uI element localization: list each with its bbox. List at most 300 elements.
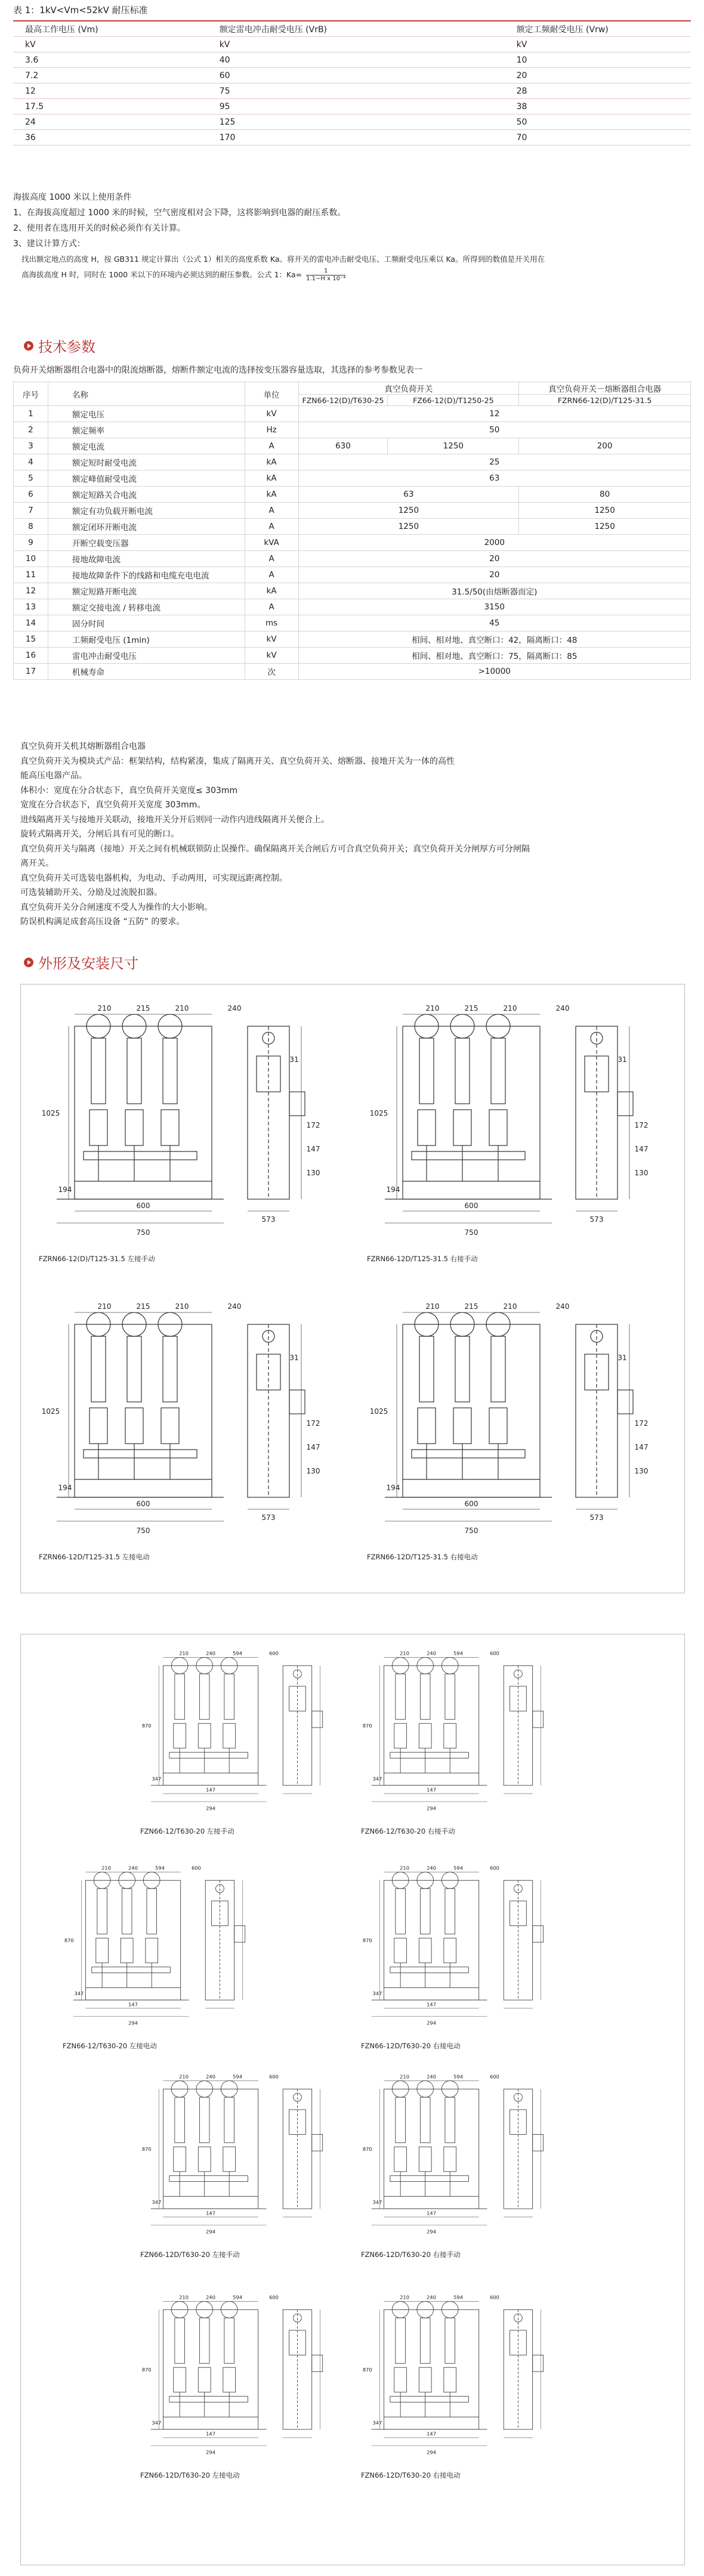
dimension-label: 210 <box>503 1302 517 1311</box>
dimension-label: 147 <box>128 2001 138 2008</box>
dimension-label: 1025 <box>41 1109 60 1117</box>
table-row <box>13 130 691 145</box>
dimension-label: 347 <box>372 2419 382 2426</box>
dimension-label: 573 <box>589 1215 604 1224</box>
dimension-label: 172 <box>306 1121 320 1129</box>
tech-section-title <box>24 335 95 356</box>
dimension-label: 147 <box>206 2210 215 2216</box>
altitude-notes <box>13 190 691 283</box>
dimension-label: 294 <box>427 2449 436 2456</box>
col-group-2: 真空负荷开关－熔断器组合电器 <box>519 382 691 395</box>
row-no: 3 <box>14 438 48 454</box>
table1-cell: 36 <box>13 130 133 145</box>
dimension-label: 870 <box>362 1723 372 1729</box>
description-line: 旋转式隔离开关，分闸后具有可见的断口。 <box>20 829 179 839</box>
row-unit: kV <box>245 648 298 664</box>
drawing-caption: FZN66-12D/T630-20 右接手动 <box>361 2250 461 2259</box>
table1-caption: 表 1：1kV<Vm<52kV 耐压标准 <box>13 5 148 16</box>
dimension-label: 210 <box>175 1004 189 1013</box>
row-name: 雷电冲击耐受电压 <box>48 648 245 664</box>
drawing-caption: FZRN66-12D/T125-31.5 右接电动 <box>367 1553 478 1561</box>
dimension-label: 870 <box>141 2146 152 2153</box>
row-name: 额定有功负载开断电流 <box>48 503 245 519</box>
row-name: 机械寿命 <box>48 664 245 680</box>
row-no: 13 <box>14 599 48 615</box>
dimension-label: 600 <box>464 1202 478 1210</box>
dimension-label: 600 <box>269 2294 279 2301</box>
table1-cell: 12 <box>13 83 133 99</box>
row-unit: kA <box>245 487 298 503</box>
dimension-label: 750 <box>136 1228 150 1237</box>
table-row <box>14 615 691 631</box>
dimension-drawing <box>361 1002 671 1253</box>
dimension-label: 594 <box>453 2073 463 2080</box>
dimension-label: 870 <box>362 2367 372 2373</box>
table-row <box>14 648 691 664</box>
dimension-label: 210 <box>179 1650 189 1657</box>
col-no: 序号 <box>14 382 48 406</box>
row-no: 17 <box>14 664 48 680</box>
table1-cell: 125 <box>133 114 406 130</box>
description-line: 离开关。 <box>20 859 54 868</box>
notes-title: 海拔高度 1000 米以上使用条件 <box>13 193 132 202</box>
dimension-drawing <box>361 1301 671 1551</box>
dimension-label: 347 <box>372 1775 382 1782</box>
col-name: 名称 <box>48 382 245 406</box>
table-row <box>13 68 691 83</box>
row-name: 固分时间 <box>48 615 245 631</box>
dimension-label: 600 <box>136 1500 150 1508</box>
col-group-1: 真空负荷开关 <box>298 382 519 395</box>
description-line: 真空负荷开关可选装电器机构，为电动、手动两用，可实现远距离控制。 <box>20 873 288 883</box>
dimension-label: 210 <box>175 1302 189 1311</box>
row-unit: A <box>245 503 298 519</box>
row-unit: A <box>245 519 298 535</box>
row-name: 接地故障电流 <box>48 551 245 567</box>
notes-detail-2 <box>13 267 691 283</box>
dimension-label: 294 <box>427 1805 436 1812</box>
dimension-label: 210 <box>97 1302 112 1311</box>
row-no: 6 <box>14 487 48 503</box>
row-name: 额定交接电流 / 转移电流 <box>48 599 245 615</box>
dimension-label: 210 <box>503 1004 517 1013</box>
dimension-label: 130 <box>306 1467 320 1475</box>
table1-cell: 10 <box>406 52 691 68</box>
dimension-label: 210 <box>400 1865 409 1871</box>
table1-cell: 最高工作电压 (Vm) <box>13 21 133 37</box>
dimension-label: 31 <box>617 1055 627 1064</box>
voltage-table <box>13 20 691 145</box>
dimension-label: 294 <box>427 2228 436 2235</box>
row-unit: kVA <box>245 535 298 551</box>
dimension-label: 147 <box>427 2210 436 2216</box>
dimension-drawing <box>33 1002 343 1253</box>
dimension-label: 594 <box>233 2073 242 2080</box>
dimension-label: 600 <box>464 1500 478 1508</box>
description-line: 能高压电器产品。 <box>20 771 87 781</box>
dimension-label: 347 <box>152 2419 162 2426</box>
dimension-label: 31 <box>289 1354 299 1362</box>
drawing-caption: FZN66-12D/T630-20 左接电动 <box>140 2471 240 2479</box>
row-value: 相间、相对地、真空断口：75，隔离断口：85 <box>298 648 690 664</box>
description-line: 可选装辅助开关、分励及过流脱扣器。 <box>20 888 162 897</box>
dimension-label: 240 <box>427 1650 436 1657</box>
dimension-drawing <box>57 1861 271 2040</box>
row-name: 额定短路关合电流 <box>48 487 245 503</box>
dimension-label: 210 <box>400 2294 409 2301</box>
row-value: 1250 <box>519 519 691 535</box>
row-unit: ms <box>245 615 298 631</box>
row-name: 接地故障条件下的线路和电缆充电电流 <box>48 567 245 583</box>
table-row <box>14 487 691 503</box>
row-value: >10000 <box>298 664 690 680</box>
dimension-label: 594 <box>453 2294 463 2301</box>
row-no: 12 <box>14 583 48 599</box>
row-value: 3150 <box>298 599 690 615</box>
dimension-label: 750 <box>464 1228 478 1237</box>
dimension-drawing <box>355 2070 570 2249</box>
dimension-label: 147 <box>206 2431 215 2437</box>
dimension-label: 240 <box>128 1865 138 1871</box>
dimension-drawing <box>134 1646 349 1825</box>
row-value: 200 <box>519 438 691 454</box>
table1-cell: kV <box>13 37 133 52</box>
row-name: 额定电压 <box>48 406 245 422</box>
dimension-label: 240 <box>555 1302 570 1311</box>
row-unit: kV <box>245 631 298 648</box>
table-row <box>14 599 691 615</box>
dimension-label: 594 <box>155 1865 165 1871</box>
table-row <box>14 422 691 438</box>
dimension-label: 172 <box>634 1419 649 1428</box>
dimension-label: 294 <box>128 2020 138 2026</box>
row-value: 2000 <box>298 535 690 551</box>
dimension-label: 600 <box>490 1865 499 1871</box>
dimension-label: 147 <box>206 1787 215 1793</box>
dimension-label: 573 <box>261 1513 276 1522</box>
table-row <box>14 454 691 470</box>
drawing-caption: FZN66-12D/T630-20 右接电动 <box>361 2471 461 2479</box>
dimension-label: 347 <box>372 2199 382 2205</box>
row-value: 1250 <box>298 519 519 535</box>
table1-cell: 17.5 <box>13 99 133 114</box>
row-no: 5 <box>14 470 48 487</box>
dimension-label: 147 <box>427 2431 436 2437</box>
row-no: 1 <box>14 406 48 422</box>
col-sub-2: FZ66-12(D)/T1250-25 <box>388 395 519 406</box>
drawing-caption: FZN66-12D/T630-20 右接电动 <box>361 2042 461 2050</box>
formula-numerator: 1 <box>306 268 345 275</box>
table1-cell: 75 <box>133 83 406 99</box>
dimension-label: 130 <box>306 1169 320 1177</box>
dimension-label: 347 <box>372 1990 382 1996</box>
row-value: 31.5/50(由熔断器而定) <box>298 583 690 599</box>
row-value: 相间、相对地、真空断口：42，隔离断口：48 <box>298 631 690 648</box>
row-value: 80 <box>519 487 691 503</box>
notes-item-1: 1、在海拔高度超过 1000 米的时候，空气密度相对会下降，这将影响到电器的耐压系数。 <box>13 208 346 218</box>
row-value: 12 <box>298 406 690 422</box>
row-value: 630 <box>298 438 388 454</box>
dimension-label: 194 <box>386 1484 400 1492</box>
row-name: 额定峰值耐受电流 <box>48 470 245 487</box>
row-no: 7 <box>14 503 48 519</box>
table-row <box>14 583 691 599</box>
description-line: 真空负荷开关机其熔断器组合电器 <box>20 742 146 751</box>
dimension-drawing <box>134 2290 349 2469</box>
formula <box>306 268 345 283</box>
dimension-label: 240 <box>427 1865 436 1871</box>
dimension-label: 347 <box>152 1775 162 1782</box>
row-no: 2 <box>14 422 48 438</box>
dimension-label: 147 <box>306 1145 320 1153</box>
dimension-drawing <box>355 1861 570 2040</box>
dimension-label: 600 <box>490 1650 499 1657</box>
tech-params-table <box>13 382 691 680</box>
table-row <box>14 631 691 648</box>
dimension-label: 573 <box>261 1215 276 1224</box>
dimension-label: 210 <box>425 1302 440 1311</box>
dimension-label: 347 <box>74 1990 84 1996</box>
row-no: 4 <box>14 454 48 470</box>
dimension-label: 573 <box>589 1513 604 1522</box>
table1-cell: 28 <box>406 83 691 99</box>
row-value: 1250 <box>388 438 519 454</box>
row-no: 9 <box>14 535 48 551</box>
dimension-label: 172 <box>634 1121 649 1129</box>
dimension-label: 1025 <box>369 1109 388 1117</box>
table1-cell: 38 <box>406 99 691 114</box>
description-line: 真空负荷开关为模块式产品：框架结构，结构紧凑，集成了隔离开关、真空负荷开关、熔断器、接地开关为一体的高性 <box>20 756 455 766</box>
dimension-label: 210 <box>179 2073 189 2080</box>
row-unit: A <box>245 599 298 615</box>
dimension-label: 594 <box>453 1650 463 1657</box>
row-no: 15 <box>14 631 48 648</box>
dimension-label: 215 <box>136 1302 150 1311</box>
row-value: 20 <box>298 567 690 583</box>
row-unit: kA <box>245 583 298 599</box>
table1-unit-row <box>13 37 691 52</box>
row-value: 20 <box>298 551 690 567</box>
dimension-label: 31 <box>617 1354 627 1362</box>
table-row <box>13 114 691 130</box>
dimension-label: 240 <box>206 2294 215 2301</box>
row-name: 额定短时耐受电流 <box>48 454 245 470</box>
table-row <box>13 99 691 114</box>
description-line: 真空负荷开关分合闸速度不受人为操作的大小影响。 <box>20 902 212 912</box>
tech-title-text: 技术参数 <box>38 339 95 355</box>
table1-cell: 40 <box>133 52 406 68</box>
dimension-label: 210 <box>101 1865 111 1871</box>
col-sub-3: FZRN66-12(D)/T125-31.5 <box>519 395 691 406</box>
dimension-label: 194 <box>386 1185 400 1194</box>
row-unit: kA <box>245 454 298 470</box>
row-no: 11 <box>14 567 48 583</box>
row-value: 45 <box>298 615 690 631</box>
row-no: 16 <box>14 648 48 664</box>
row-value: 63 <box>298 470 690 487</box>
dimension-label: 1025 <box>369 1407 388 1416</box>
dimension-label: 31 <box>289 1055 299 1064</box>
dimension-label: 870 <box>362 1937 372 1944</box>
drawing-panel-1 <box>20 984 685 1593</box>
dimension-label: 600 <box>269 2073 279 2080</box>
description-line: 防误机构满足成套高压设备 “五防” 的要求。 <box>20 917 185 927</box>
dimension-drawing <box>33 1301 343 1551</box>
dimension-label: 210 <box>97 1004 112 1013</box>
table1-cell: 60 <box>133 68 406 83</box>
dimension-label: 240 <box>227 1004 242 1013</box>
dimension-label: 750 <box>136 1527 150 1535</box>
dimension-label: 130 <box>634 1467 649 1475</box>
row-unit: kV <box>245 406 298 422</box>
dimension-label: 750 <box>464 1527 478 1535</box>
table-row <box>14 406 691 422</box>
table1-cell: 3.6 <box>13 52 133 68</box>
dimension-label: 294 <box>427 2020 436 2026</box>
dimension-drawing <box>134 2070 349 2249</box>
dimension-label: 215 <box>464 1302 478 1311</box>
drawing-caption: FZN66-12/T630-20 左接手动 <box>140 1827 234 1835</box>
dimension-title-text: 外形及安装尺寸 <box>38 955 138 972</box>
dimension-label: 294 <box>206 2228 215 2235</box>
table1-cell: 50 <box>406 114 691 130</box>
dimension-label: 240 <box>227 1302 242 1311</box>
table1-cell: 额定雷电冲击耐受电压 (VrB) <box>133 21 406 37</box>
row-value: 50 <box>298 422 690 438</box>
table-row <box>14 470 691 487</box>
row-unit: A <box>245 551 298 567</box>
dimension-label: 147 <box>427 1787 436 1793</box>
row-unit: kA <box>245 470 298 487</box>
notes-detail-1: 找出额定地点的高度 H，按 GB311 规定计算出（公式 1）相关的高度系数 Ka。将开关的雷电冲击耐受电压、工频耐受电压乘以 Ka。所得到的数值是开关用在 <box>21 255 545 264</box>
table-row <box>14 535 691 551</box>
row-unit: Hz <box>245 422 298 438</box>
row-no: 10 <box>14 551 48 567</box>
tech-intro: 负荷开关熔断器组合电器中的限流熔断器，熔断件额定电流的选择按变压器容量选取，其选择的参考参数见表一 <box>13 366 422 375</box>
formula-denominator: 1.1−H x 10⁻⁴ <box>306 275 346 282</box>
table1-cell: 20 <box>406 68 691 83</box>
table-row <box>13 52 691 68</box>
dimension-label: 347 <box>152 2199 162 2205</box>
dimension-label: 215 <box>464 1004 478 1013</box>
description-line: 宽度在分合状态下，真空负荷开关宽度 303mm。 <box>20 800 206 810</box>
dimension-label: 240 <box>427 2294 436 2301</box>
dimension-label: 194 <box>58 1484 72 1492</box>
table-row <box>14 664 691 680</box>
table1-cell: 24 <box>13 114 133 130</box>
col-sub-1: FZN66-12(D)/T630-25 <box>298 395 388 406</box>
dimension-label: 600 <box>269 1650 279 1657</box>
table-row <box>14 519 691 535</box>
table-row <box>14 551 691 567</box>
notes-item-2: 2、使用者在选用开关的时候必须作有关计算。 <box>13 224 186 233</box>
dimension-label: 870 <box>362 2146 372 2153</box>
dimension-label: 240 <box>206 1650 215 1657</box>
dimension-label: 130 <box>634 1169 649 1177</box>
dimension-label: 194 <box>58 1185 72 1194</box>
row-unit: 次 <box>245 664 298 680</box>
dimension-label: 210 <box>400 2073 409 2080</box>
dimension-label: 240 <box>206 2073 215 2080</box>
dimension-label: 240 <box>555 1004 570 1013</box>
dimension-label: 240 <box>427 2073 436 2080</box>
drawing-caption: FZRN66-12D/T125-31.5 右接手动 <box>367 1255 478 1263</box>
dimension-label: 147 <box>634 1443 649 1451</box>
dimension-section-title <box>24 952 138 973</box>
dimension-label: 210 <box>179 2294 189 2301</box>
drawing-caption: FZN66-12D/T630-20 左接手动 <box>140 2250 240 2259</box>
dimension-label: 600 <box>490 2073 499 2080</box>
drawing-caption: FZRN66-12(D)/T125-31.5 左接手动 <box>39 1255 155 1263</box>
dimension-drawing <box>355 1646 570 1825</box>
dimension-label: 870 <box>141 1723 152 1729</box>
row-unit: A <box>245 438 298 454</box>
description-line: 真空负荷开关与隔离（接地）开关之间有机械联锁防止误操作。确保隔离开关合闸后方可合真空负荷开关；真空负荷开关分闸厚方可分闸隔 <box>20 844 530 854</box>
dimension-label: 294 <box>206 2449 215 2456</box>
dimension-label: 172 <box>306 1419 320 1428</box>
row-name: 额定闭环开断电流 <box>48 519 245 535</box>
row-name: 额定短路开断电流 <box>48 583 245 599</box>
notes-detail-2-text: 高海拔高度 H 时，同时在 1000 米以下的环境内必须达到的耐压参数。公式 1：Ka= <box>21 270 302 279</box>
table1-cell: 95 <box>133 99 406 114</box>
row-no: 14 <box>14 615 48 631</box>
dimension-label: 594 <box>233 1650 242 1657</box>
dimension-label: 600 <box>192 1865 201 1871</box>
dimension-label: 1025 <box>41 1407 60 1416</box>
dimension-label: 594 <box>453 1865 463 1871</box>
table-row <box>14 438 691 454</box>
dimension-label: 870 <box>141 2367 152 2373</box>
drawing-caption: FZRN66-12D/T125-31.5 左接电动 <box>39 1553 150 1561</box>
dimension-label: 147 <box>634 1145 649 1153</box>
table1-cell: 170 <box>133 130 406 145</box>
row-name: 额定频率 <box>48 422 245 438</box>
play-circle-icon <box>24 958 33 967</box>
drawing-caption: FZN66-12/T630-20 左接电动 <box>63 2042 157 2050</box>
row-value: 25 <box>298 454 690 470</box>
drawing-caption: FZN66-12/T630-20 右接手动 <box>361 1827 455 1835</box>
dimension-label: 600 <box>490 2294 499 2301</box>
dimension-drawing <box>355 2290 570 2469</box>
dimension-label: 594 <box>233 2294 242 2301</box>
dimension-label: 294 <box>206 1805 215 1812</box>
description-line: 进线隔离开关与接地开关联动，接地开关分开后则同一动作内进线隔离开关便合上。 <box>20 815 329 825</box>
table1-cell: 额定工频耐受电压 (Vrw) <box>406 21 691 37</box>
row-value: 1250 <box>519 503 691 519</box>
dimension-label: 600 <box>136 1202 150 1210</box>
table1-header-row <box>13 21 691 37</box>
dimension-label: 147 <box>427 2001 436 2008</box>
table1-cell: kV <box>406 37 691 52</box>
product-description <box>20 739 683 930</box>
dimension-label: 210 <box>400 1650 409 1657</box>
row-value: 63 <box>298 487 519 503</box>
table-row <box>14 503 691 519</box>
dimension-label: 870 <box>64 1937 74 1944</box>
dimension-label: 147 <box>306 1443 320 1451</box>
table-row <box>14 567 691 583</box>
dimension-label: 215 <box>136 1004 150 1013</box>
description-line: 体积小：宽度在分合状态下，真空负荷开关宽度≤ 303mm <box>20 785 238 795</box>
row-name: 工频耐受电压 (1min) <box>48 631 245 648</box>
row-unit: A <box>245 567 298 583</box>
col-unit: 单位 <box>245 382 298 406</box>
row-name: 额定电流 <box>48 438 245 454</box>
play-circle-icon <box>24 341 33 351</box>
table1-cell: kV <box>133 37 406 52</box>
row-no: 8 <box>14 519 48 535</box>
table1-cell: 7.2 <box>13 68 133 83</box>
